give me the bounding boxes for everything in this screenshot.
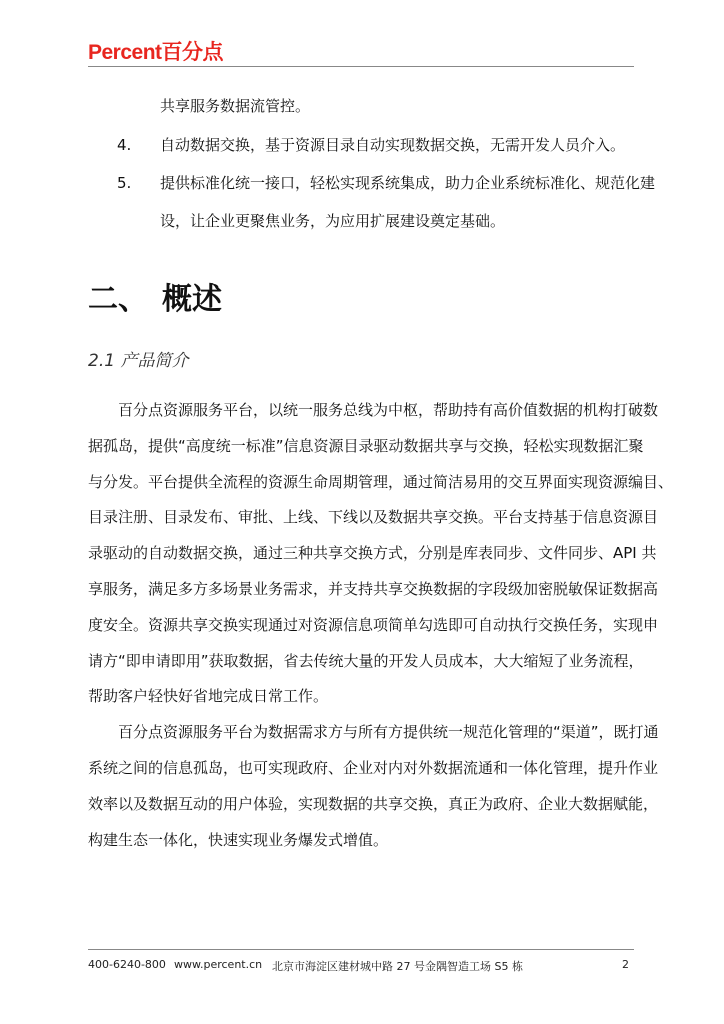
footer-address: 北京市海淀区建材城中路 27 号金隅智造工场 S5 栋 xyxy=(272,960,523,973)
paragraph-line: 构建生态一体化，快速实现业务爆发式增值。 xyxy=(88,830,389,849)
list-item-continuation: 共享服务数据流管控。 xyxy=(160,97,311,115)
paragraph-line: 录驱动的自动数据交换，通过三种共享交换方式，分别是库表同步、文件同步、API 共 xyxy=(88,544,657,563)
page-number: 2 xyxy=(622,958,629,971)
paragraph-line: 百分点资源服务平台，以统一服务总线为中枢，帮助持有高价值数据的机构打破数 xyxy=(88,401,659,419)
paragraph-line: 请方“即申请即用”获取数据，省去传统大量的开发人员成本，大大缩短了业务流程， xyxy=(88,651,644,670)
footer-divider xyxy=(88,949,634,950)
paragraph-line: 度安全。资源共享交换实现通过对资源信息项简单勾选即可自动执行交换任务，实现申 xyxy=(88,615,659,634)
paragraph-line: 系统之间的信息孤岛，也可实现政府、企业对内对外数据流通和一体化管理，提升作业 xyxy=(88,759,659,777)
paragraph-line: 百分点资源服务平台为数据需求方与所有方提供统一规范化管理的“渠道”，既打通 xyxy=(88,723,659,742)
footer-phone: 400-6240-800 xyxy=(88,958,166,971)
paragraph-line: 帮助客户轻快好省地完成日常工作。 xyxy=(88,687,329,706)
paragraph-line: 与分发。平台提供全流程的资源生命周期管理，通过简洁易用的交互界面实现资源编目、 xyxy=(88,472,674,491)
subsection-title: 2.1 产品简介 xyxy=(88,351,189,371)
list-item-number: 4. xyxy=(117,136,132,154)
footer-website: www.percent.cn xyxy=(174,958,263,971)
paragraph-line: 据孤岛，提供“高度统一标准”信息资源目录驱动数据共享与交换，轻松实现数据汇聚 xyxy=(88,436,644,455)
percent-logo: Percent百分点 xyxy=(88,41,224,64)
paragraph-line: 享服务，满足多方多场景业务需求，并支持共享交换数据的字段级加密脱敏保证数据高 xyxy=(88,580,659,598)
paragraph-line: 效率以及数据互动的用户体验，实现数据的共享交换，真正为政府、企业大数据赋能， xyxy=(88,794,659,813)
list-item-number: 5. xyxy=(117,174,132,192)
list-item-text: 自动数据交换，基于资源目录自动实现数据交换，无需开发人员介入。 xyxy=(160,136,626,154)
header-divider xyxy=(88,66,634,67)
section-number: 二、 xyxy=(88,282,148,317)
paragraph-line: 目录注册、目录发布、审批、上线、下线以及数据共享交换。平台支持基于信息资源目 xyxy=(88,508,659,527)
list-item-text: 提供标准化统一接口，轻松实现系统集成，助力企业系统标准化、规范化建 xyxy=(160,174,656,192)
section-title: 概述 xyxy=(162,282,222,317)
list-item-text: 设，让企业更聚焦业务，为应用扩展建设奠定基础。 xyxy=(160,212,506,230)
